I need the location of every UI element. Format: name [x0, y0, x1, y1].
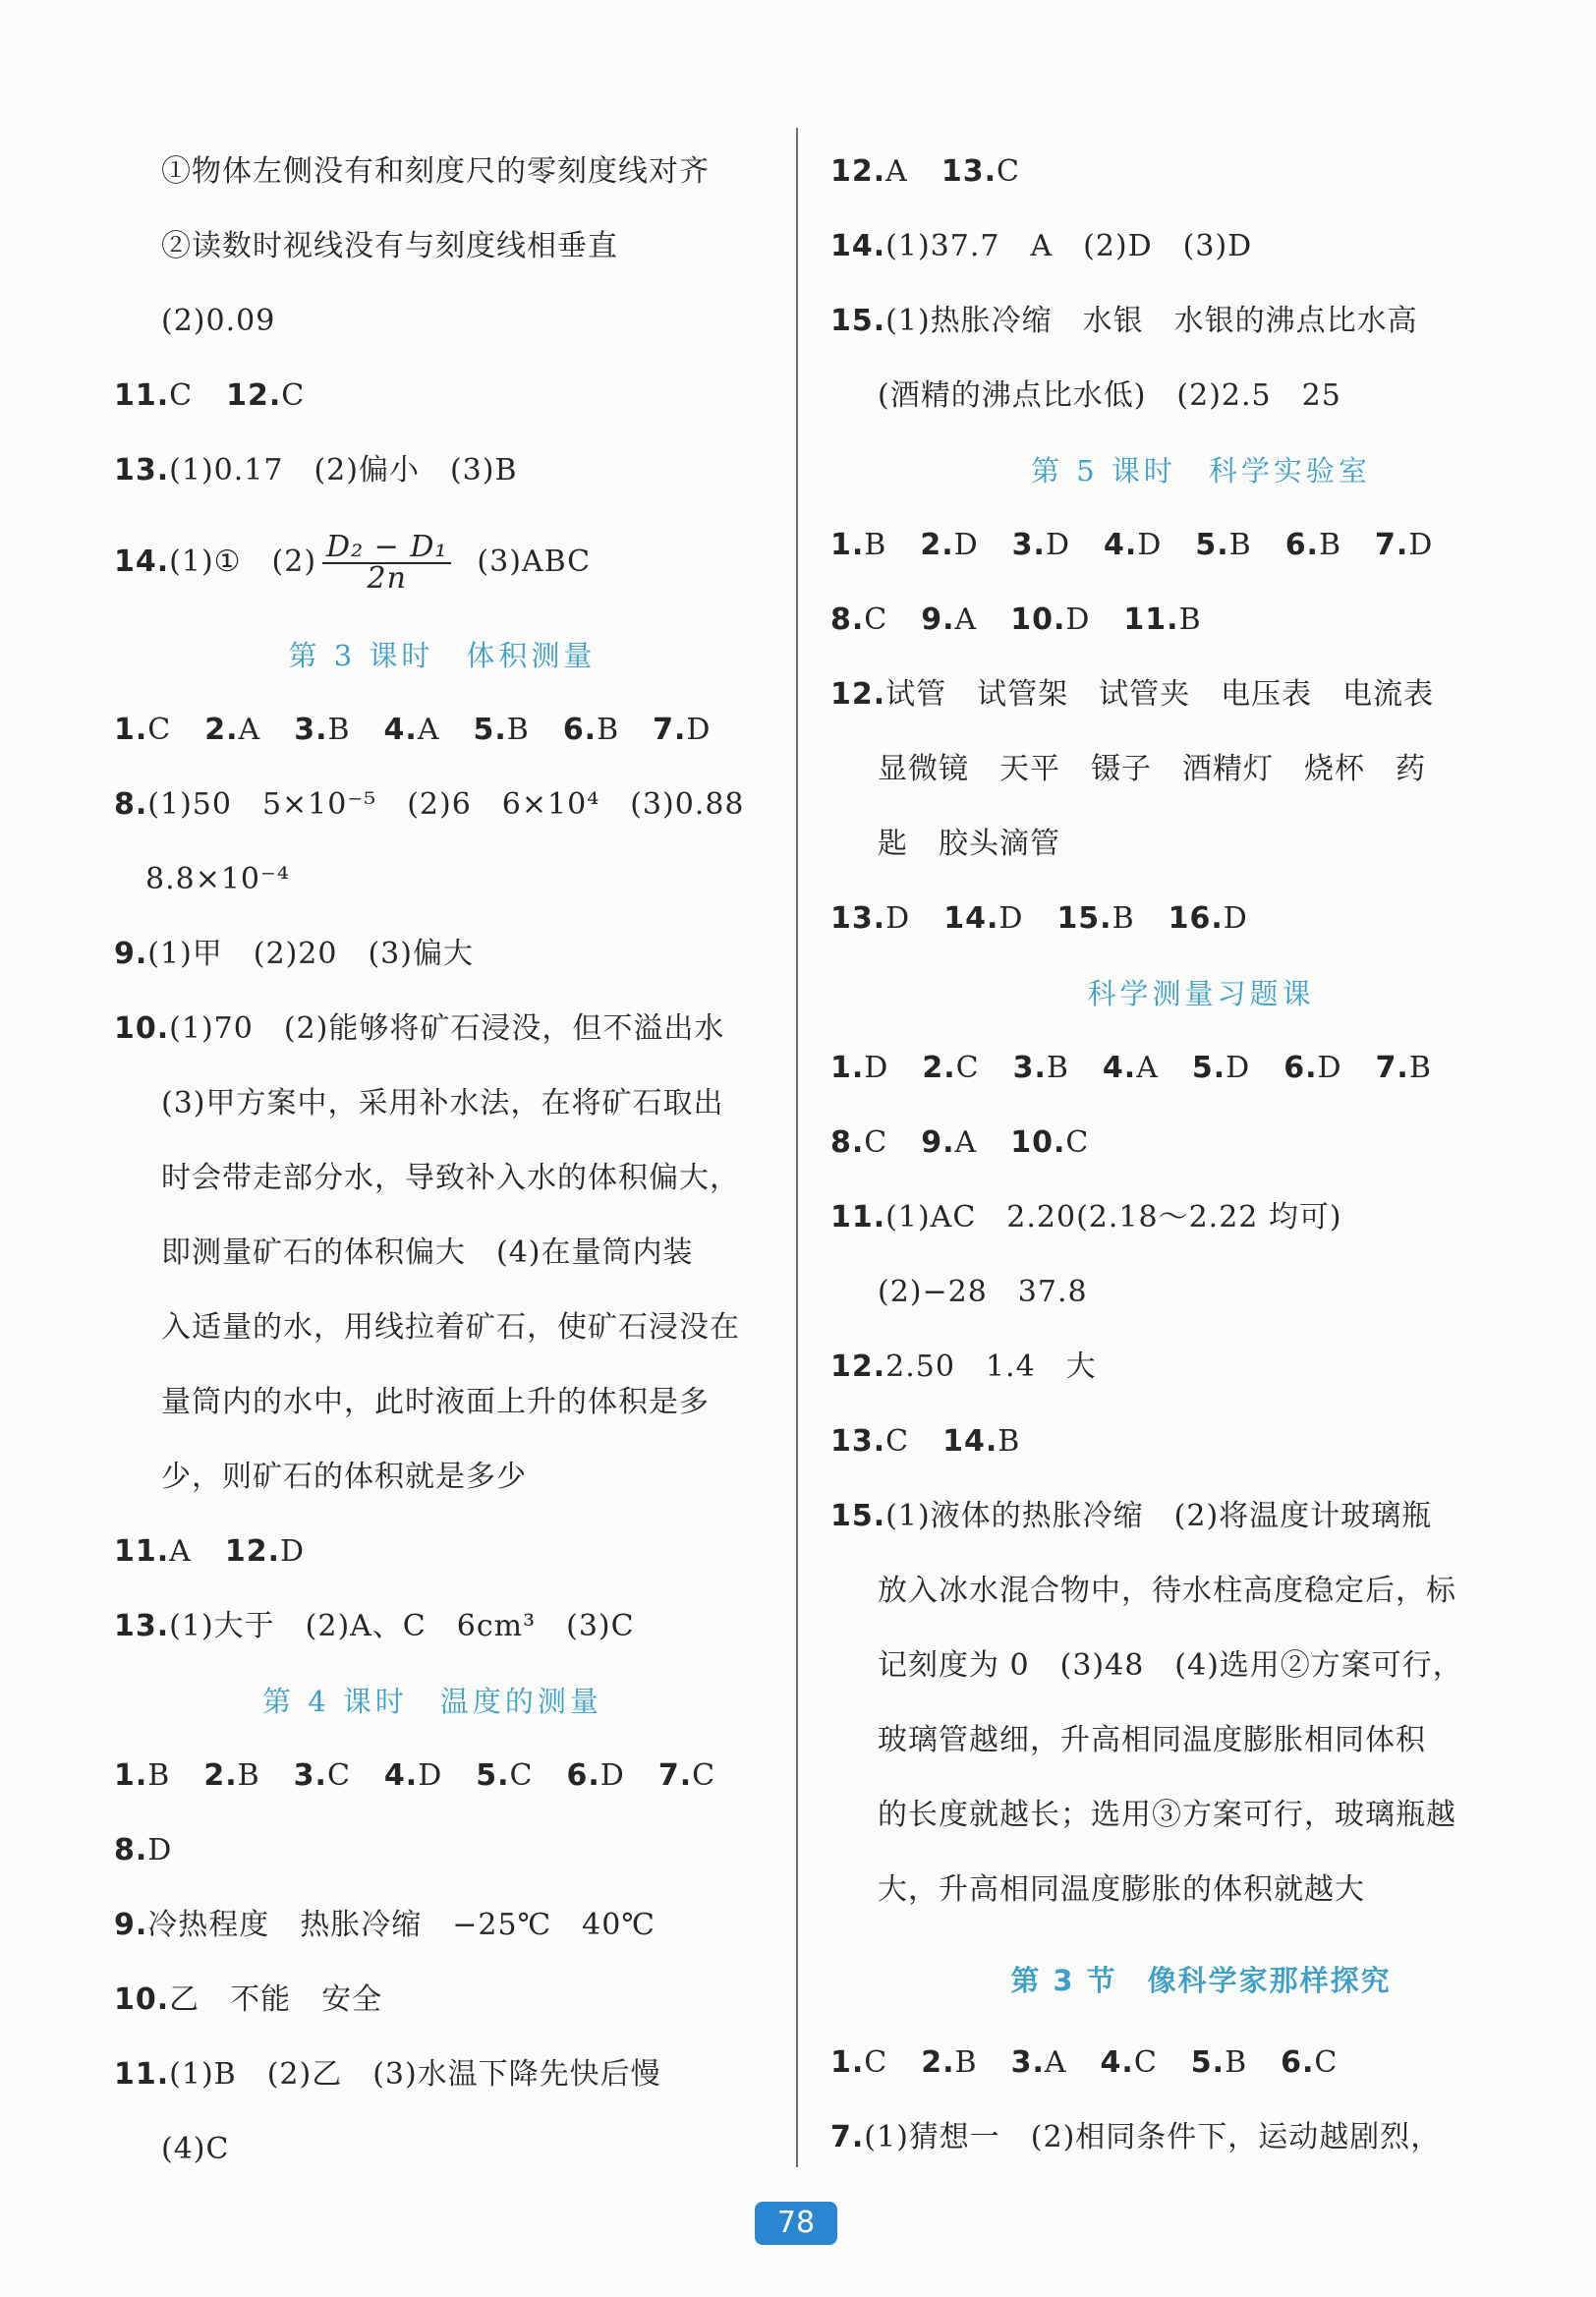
answer-value: B: [327, 713, 351, 747]
question-number: 14.: [942, 1424, 998, 1459]
answer-line: 显微镜 天平 镊子 酒精灯 烧杯 药: [878, 752, 1426, 786]
question-number: 3.: [294, 713, 328, 747]
question-number: 1.: [830, 1051, 865, 1085]
question-number: 15.: [830, 304, 886, 338]
question-number: 12.: [830, 154, 886, 189]
answer-value: C: [885, 1424, 910, 1459]
question-number: 3.: [1011, 528, 1046, 562]
question-number: 13.: [830, 1424, 886, 1459]
question-number: 8.: [114, 1833, 148, 1867]
answer-line: (2)−28 37.8: [878, 1275, 1088, 1309]
question-number: 5.: [1190, 2045, 1226, 2080]
answer-line: 的长度就越长；选用③方案可行，玻璃瓶越: [878, 1798, 1456, 1832]
answer-text: (1)AC 2.20(2.18～2.22 均可): [885, 1200, 1342, 1235]
answer-row: [114, 711, 711, 750]
question-number: 13.: [114, 453, 170, 488]
question-number: 4.: [383, 1758, 419, 1793]
answer-value: C: [147, 713, 172, 747]
question-number: 2.: [920, 528, 954, 562]
question-number: 11.: [1123, 603, 1179, 637]
answer-line: [830, 1348, 1097, 1387]
section-heading: 科学测量习题课: [1087, 977, 1315, 1010]
answer-text: (1)热胀冷缩 水银 水银的沸点比水高: [885, 304, 1418, 338]
column-divider: [796, 128, 798, 2167]
question-number: 1.: [830, 2045, 865, 2080]
question-number: 5.: [473, 713, 507, 747]
answer-value: C: [864, 2045, 888, 2080]
answer-value: B: [506, 713, 530, 747]
answer-row: [114, 1756, 715, 1796]
page-number-badge: 78: [755, 2202, 837, 2245]
answer-line: [830, 1497, 1432, 1536]
question-number: 7.: [657, 1758, 693, 1793]
answer-text: (1)猜想一 (2)相同条件下，运动越剧烈，: [864, 2120, 1442, 2154]
answer-line: [114, 1981, 382, 2020]
answer-value: A: [238, 713, 261, 747]
answer-value: D: [864, 1051, 889, 1085]
answer-value: B: [1178, 603, 1202, 637]
answer-value: B: [597, 713, 620, 747]
question-number: 9.: [114, 1908, 148, 1942]
question-number: 5.: [476, 1758, 510, 1793]
answer-row: [830, 899, 1248, 939]
answer-text: 2.50 1.4 大: [885, 1349, 1097, 1384]
answer-text: (1)液体的热胀冷缩 (2)将温度计玻璃瓶: [885, 1499, 1433, 1533]
answer-value: B: [1408, 1051, 1432, 1085]
question-number: 8.: [830, 603, 865, 637]
answer-row: [830, 601, 1202, 640]
answer-text: (1)70 (2)能够将矿石浸没，但不溢出水: [169, 1011, 725, 1046]
answer-line: (3)甲方案中，采用补水法，在将矿石取出: [161, 1086, 724, 1120]
question-number: 9.: [114, 937, 148, 971]
answer-value: C: [326, 1758, 351, 1793]
answer-value: C: [955, 1051, 980, 1085]
question-number: 11.: [114, 1534, 170, 1569]
question-number: 2.: [203, 1758, 238, 1793]
section-heading: 第 3 课时 体积测量: [288, 639, 597, 672]
answer-line: (4)C: [161, 2132, 230, 2166]
answer-value: A: [885, 154, 908, 189]
question-number: 7.: [1375, 1051, 1409, 1085]
fraction-denominator: 2n: [367, 561, 407, 596]
answer-value: B: [237, 1758, 260, 1793]
answer-value: C: [996, 154, 1020, 189]
answer-value: D: [686, 713, 712, 747]
question-number: 6.: [1281, 2045, 1315, 2080]
question-number: 12.: [224, 1534, 280, 1569]
answer-value: C: [1133, 2045, 1158, 2080]
question-number: 6.: [1283, 1051, 1318, 1085]
answer-value: B: [954, 2045, 978, 2080]
answer-line: [830, 1422, 1020, 1462]
fraction-numerator: D₂ − D₁: [322, 533, 451, 564]
answer-value: B: [998, 1424, 1021, 1459]
answer-row: [830, 2043, 1338, 2083]
answer-value: A: [954, 603, 978, 637]
answer-text: 冷热程度 热胀冷缩 −25℃ 40℃: [147, 1908, 656, 1942]
question-number: 15.: [1056, 901, 1112, 936]
answer-line: 匙 胶头滴管: [878, 827, 1060, 861]
answer-value: C: [509, 1758, 534, 1793]
answer-line: (酒精的沸点比水低) (2)2.5 25: [878, 378, 1341, 413]
question-number: 3.: [1012, 1051, 1047, 1085]
answer-line: [114, 2055, 661, 2095]
answer-value: D: [1223, 901, 1248, 936]
question-number: 9.: [921, 1125, 955, 1160]
answer-value: B: [1046, 1051, 1069, 1085]
answer-line: [114, 1009, 724, 1049]
answer-value: B: [864, 528, 887, 562]
question-number: 4.: [1102, 1051, 1137, 1085]
answer-row: [830, 526, 1433, 565]
fraction: [322, 530, 451, 596]
answer-line: [830, 227, 1252, 266]
answer-value: D: [885, 901, 911, 936]
answer-value: A: [1136, 1051, 1159, 1085]
answer-value: C: [864, 1125, 888, 1160]
answer-value: C: [1065, 1125, 1090, 1160]
answer-line: [114, 376, 305, 416]
question-number: 14.: [830, 229, 886, 263]
question-number: 5.: [1195, 528, 1229, 562]
question-number: 6.: [1284, 528, 1319, 562]
answer-line: [114, 1532, 305, 1572]
question-number: 3.: [1010, 2045, 1045, 2080]
answer-line: [114, 935, 474, 974]
answer-line: [114, 1607, 635, 1646]
question-number: 11.: [830, 1200, 886, 1235]
answer-value: D: [599, 1758, 625, 1793]
question-number: 5.: [1191, 1051, 1226, 1085]
question-number: 1.: [114, 713, 148, 747]
question-number: 10.: [114, 1011, 170, 1046]
question-number: 6.: [562, 713, 598, 747]
answer-value: C: [1314, 2045, 1339, 2080]
answer-text: 试管 试管架 试管夹 电压表 电流表: [885, 677, 1435, 712]
question-number: 11.: [114, 378, 170, 413]
question-number: 12.: [830, 1349, 886, 1384]
answer-value: B: [1318, 528, 1342, 562]
question-number: 10.: [1010, 603, 1066, 637]
answer-line: 8.8×10⁻⁴: [145, 862, 290, 896]
answer-line: [830, 2118, 1441, 2157]
answer-text: (1)甲 (2)20 (3)偏大: [147, 937, 474, 971]
answer-value: D: [279, 1534, 306, 1569]
answer-line: 即测量矿石的体积偏大 (4)在量筒内装: [161, 1235, 694, 1270]
answer-line: [114, 1906, 656, 1945]
answer-value: B: [1228, 528, 1252, 562]
answer-value: D: [1408, 528, 1434, 562]
answer-line: [114, 451, 517, 490]
question-number: 7.: [830, 2120, 865, 2154]
question-number: 15.: [830, 1499, 886, 1533]
question-number: 4.: [1104, 528, 1138, 562]
answer-line: [830, 675, 1434, 715]
question-number: 4.: [383, 713, 418, 747]
answer-text: (1)50 5×10⁻⁵ (2)6 6×10⁴ (3)0.88: [147, 787, 745, 822]
answer-row: [830, 1049, 1432, 1088]
answer-line: 量筒内的水中，此时液面上升的体积是多: [161, 1385, 710, 1419]
question-number: 16.: [1168, 901, 1224, 936]
question-number: 13.: [940, 154, 997, 189]
answer-value: A: [1044, 2045, 1067, 2080]
answer-line: ①物体左侧没有和刻度尺的零刻度线对齐: [161, 154, 710, 189]
answer-line: 少，则矿石的体积就是多少: [161, 1460, 527, 1494]
answer-line: ②读数时视线没有与刻度线相垂直: [161, 229, 618, 263]
answer-row: [830, 1123, 1089, 1163]
answer-value: C: [864, 603, 888, 637]
answer-line: [114, 785, 745, 825]
answer-value: C: [169, 378, 194, 413]
question-number: 6.: [566, 1758, 600, 1793]
question-number: 2.: [204, 713, 239, 747]
answer-line: 时会带走部分水，导致补入水的体积偏大，: [161, 1161, 740, 1195]
answer-text: D: [147, 1833, 173, 1867]
answer-text: 乙 不能 安全: [169, 1982, 383, 2017]
question-number: 10.: [1010, 1125, 1066, 1160]
question-number: 3.: [293, 1758, 327, 1793]
question-number: 14.: [114, 545, 170, 579]
answer-value: B: [1112, 901, 1135, 936]
answer-text: (1)37.7 A (2)D (3)D: [885, 229, 1253, 263]
answer-value: A: [417, 713, 440, 747]
question-number: 7.: [653, 713, 687, 747]
answer-line: [830, 1198, 1342, 1237]
answer-value: B: [1225, 2045, 1248, 2080]
question-number: 2.: [922, 1051, 956, 1085]
answer-value: D: [998, 901, 1024, 936]
question-number: 11.: [114, 2057, 170, 2092]
question-number: 13.: [114, 1609, 170, 1643]
answer-value: D: [1226, 1051, 1251, 1085]
answer-value: D: [1317, 1051, 1342, 1085]
answer-text: (1)① (2): [169, 545, 317, 579]
answer-value: A: [954, 1125, 978, 1160]
answer-line: 入适量的水，用线拉着矿石，使矿石浸没在: [161, 1310, 740, 1345]
answer-value: D: [953, 528, 979, 562]
answer-value: D: [418, 1758, 443, 1793]
answer-line: [114, 1831, 172, 1870]
answer-text: (1)B (2)乙 (3)水温下降先快后慢: [169, 2057, 661, 2092]
question-number: 14.: [943, 901, 999, 936]
question-number: 1.: [114, 1758, 148, 1793]
question-number: 10.: [114, 1982, 170, 2017]
answer-value: A: [169, 1534, 192, 1569]
answer-value: D: [1045, 528, 1071, 562]
answer-line: 记刻度为 0 (3)48 (4)选用②方案可行，: [878, 1648, 1463, 1683]
answer-text: (1)0.17 (2)偏小 (3)B: [169, 453, 518, 488]
answer-value: B: [147, 1758, 171, 1793]
answer-text: (1)大于 (2)A、C 6cm³ (3)C: [169, 1609, 635, 1643]
answer-line: 大，升高相同温度膨胀的体积就越大: [878, 1872, 1365, 1907]
section-heading: 第 3 节 像科学家那样探究: [1010, 1964, 1392, 1997]
answer-text: (3)ABC: [477, 545, 592, 579]
answer-line: 放入冰水混合物中，待水柱高度稳定后，标: [878, 1574, 1456, 1608]
answer-value: C: [692, 1758, 716, 1793]
answer-line-fraction: [114, 530, 592, 596]
answer-value: D: [1065, 603, 1091, 637]
section-heading: 第 4 课时 温度的测量: [262, 1685, 602, 1718]
answer-line: (2)0.09: [161, 304, 276, 338]
question-number: 8.: [114, 787, 148, 822]
question-number: 9.: [921, 603, 955, 637]
question-number: 1.: [830, 528, 865, 562]
answer-value: C: [281, 378, 306, 413]
answer-line: 玻璃管越细，升高相同温度膨胀相同体积: [878, 1723, 1426, 1757]
question-number: 12.: [830, 677, 886, 712]
question-number: 13.: [830, 901, 886, 936]
question-number: 12.: [226, 378, 282, 413]
answer-line: [830, 152, 1020, 192]
answer-line: [830, 302, 1418, 341]
question-number: 7.: [1375, 528, 1409, 562]
question-number: 2.: [921, 2045, 955, 2080]
question-number: 8.: [830, 1125, 865, 1160]
question-number: 4.: [1100, 2045, 1134, 2080]
answer-value: D: [1137, 528, 1163, 562]
section-heading: 第 5 课时 科学实验室: [1031, 454, 1371, 488]
